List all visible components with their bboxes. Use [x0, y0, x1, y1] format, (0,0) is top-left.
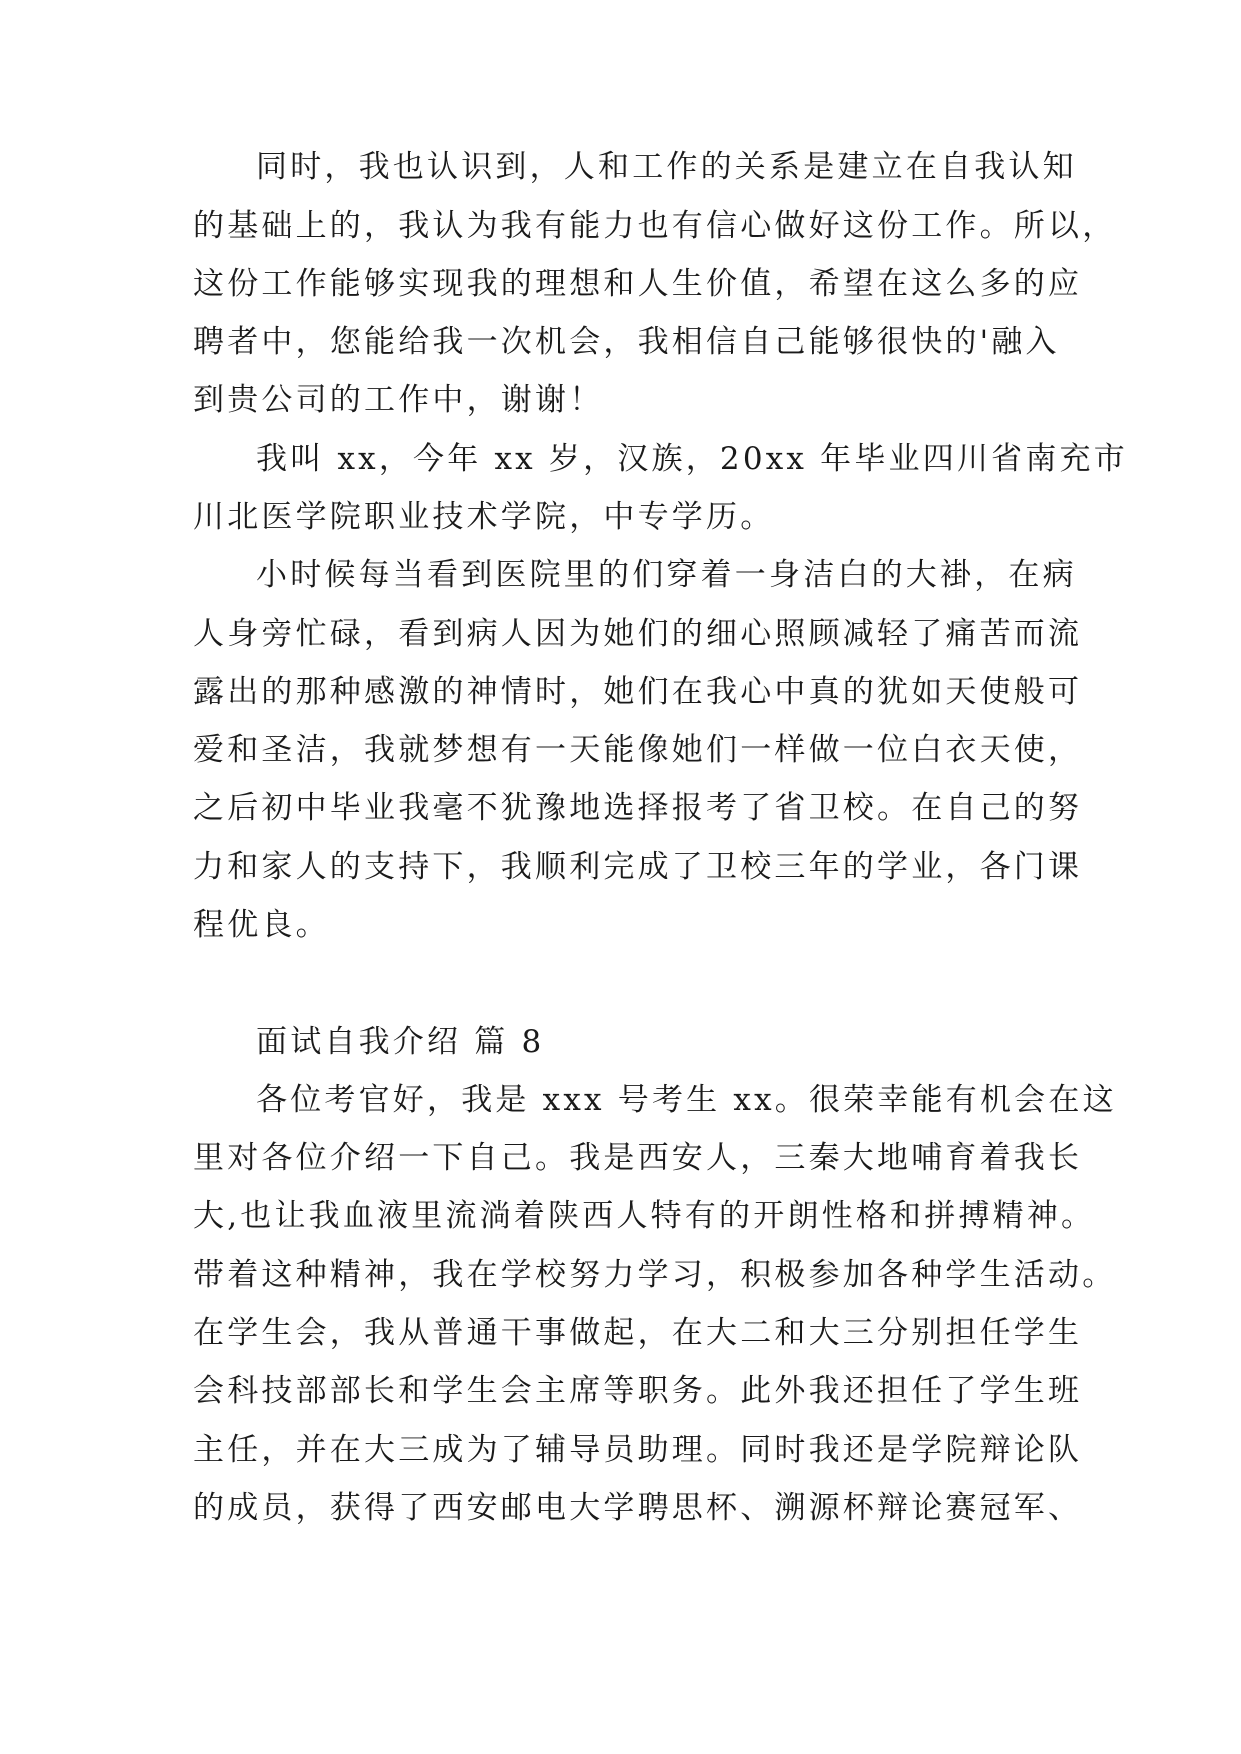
- paragraph-line: 到贵公司的工作中，谢谢！: [193, 382, 604, 418]
- paragraph-line: 露出的那种感激的神情时，她们在我心中真的犹如天使般可: [193, 674, 1083, 710]
- paragraph-line: 带着这种精神，我在学校努力学习，积极参加各种学生活动。: [193, 1257, 1117, 1293]
- paragraph-line: 力和家人的支持下，我顺利完成了卫校三年的学业，各门课: [193, 849, 1083, 885]
- paragraph-line: 的成员，获得了西安邮电大学聘思杯、溯源杯辩论赛冠军、: [193, 1490, 1083, 1526]
- paragraph-line: 的基础上的，我认为我有能力也有信心做好这份工作。所以，: [193, 208, 1117, 244]
- paragraph-line: 川北医学院职业技术学院，中专学历。: [193, 499, 775, 535]
- section-heading: 面试自我介绍 篇 8: [256, 1024, 545, 1060]
- paragraph-line: 主任，并在大三成为了辅导员助理。同时我还是学院辩论队: [193, 1432, 1083, 1468]
- paragraph-line: 里对各位介绍一下自己。我是西安人，三秦大地哺育着我长: [193, 1140, 1083, 1176]
- paragraph-line: 各位考官好，我是 xxx 号考生 xx。很荣幸能有机会在这: [256, 1082, 1117, 1118]
- paragraph-line: 程优良。: [193, 907, 330, 943]
- paragraph-line: 小时候每当看到医院里的们穿着一身洁白的大褂，在病: [256, 557, 1077, 593]
- paragraph-line: 会科技部部长和学生会主席等职务。此外我还担任了学生班: [193, 1373, 1083, 1409]
- paragraph-line: 我叫 xx，今年 xx 岁，汉族，20xx 年毕业四川省南充市: [256, 441, 1128, 477]
- paragraph-line: 这份工作能够实现我的理想和人生价值，希望在这么多的应: [193, 266, 1083, 302]
- paragraph-line: 爱和圣洁，我就梦想有一天能像她们一样做一位白衣天使，: [193, 732, 1083, 768]
- paragraph-line: 之后初中毕业我毫不犹豫地选择报考了省卫校。在自己的努: [193, 790, 1083, 826]
- paragraph-line: 人身旁忙碌，看到病人因为她们的细心照顾减轻了痛苦而流: [193, 616, 1083, 652]
- paragraph-line: 大,也让我血液里流淌着陕西人特有的开朗性格和拼搏精神。: [193, 1198, 1096, 1234]
- paragraph-line: 在学生会，我从普通干事做起，在大二和大三分别担任学生: [193, 1315, 1083, 1351]
- paragraph-line: 同时，我也认识到，人和工作的关系是建立在自我认知: [256, 149, 1077, 185]
- paragraph-line: 聘者中，您能给我一次机会，我相信自己能够很快的'融入: [193, 324, 1060, 360]
